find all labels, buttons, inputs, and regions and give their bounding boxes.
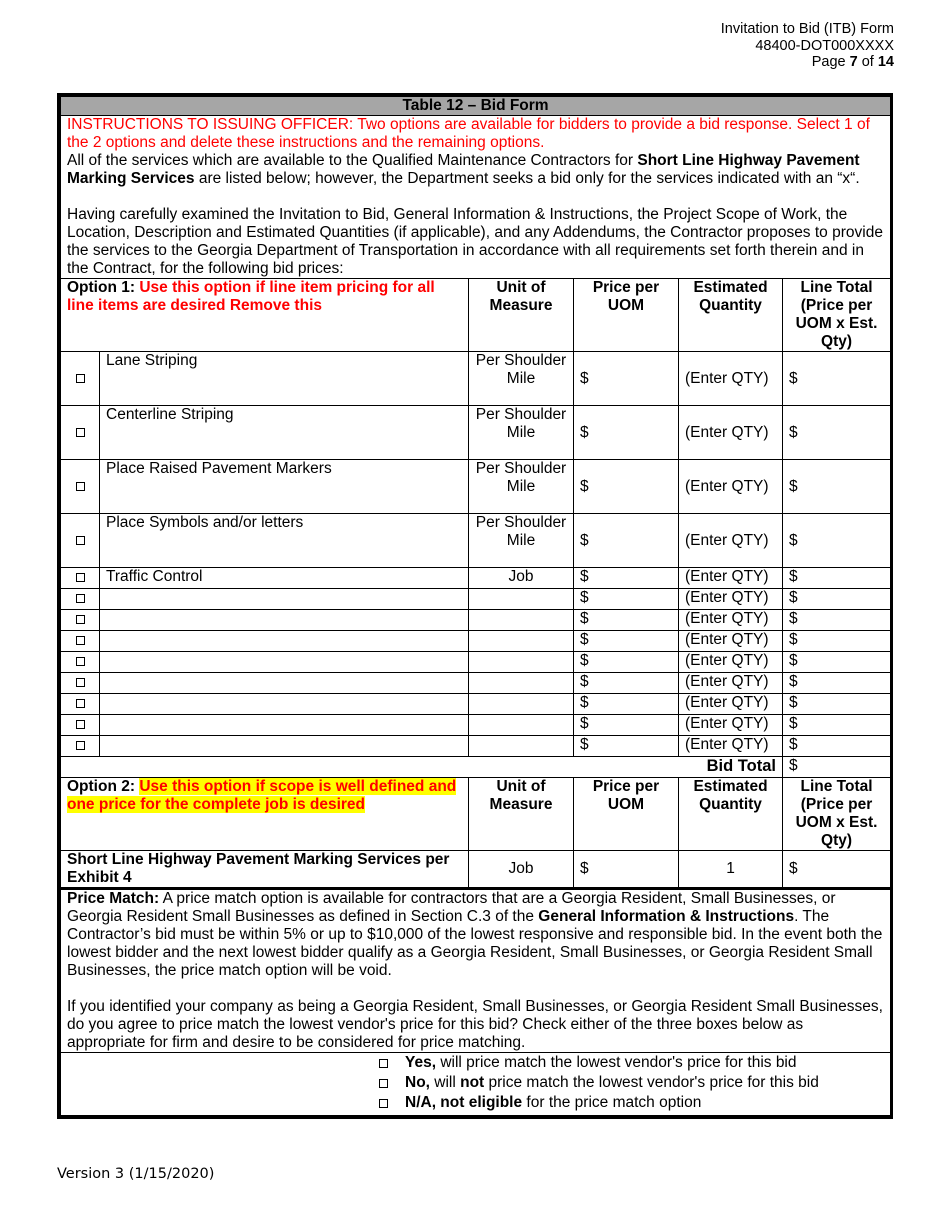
col-price-per-uom: Price per UOM: [574, 778, 679, 851]
line-item-checkbox[interactable]: [76, 636, 85, 645]
no-label: No, will not price match the lowest vendor's price for this bid: [405, 1074, 819, 1091]
item-price[interactable]: $: [574, 652, 679, 673]
item-total[interactable]: $: [783, 673, 891, 694]
line-item-checkbox[interactable]: [76, 720, 85, 729]
line-item-checkbox[interactable]: [76, 536, 85, 545]
table-row: [61, 352, 891, 406]
item-total[interactable]: $: [783, 610, 891, 631]
line-item-checkbox[interactable]: [76, 374, 85, 383]
item-name[interactable]: [100, 610, 469, 631]
item-qty[interactable]: (Enter QTY): [679, 589, 783, 610]
price-match-block: [61, 889, 891, 1053]
bid-total-label: Bid Total: [61, 757, 783, 778]
table-row: [61, 694, 891, 715]
item-uom[interactable]: [469, 736, 574, 757]
form-title: Invitation to Bid (ITB) Form: [720, 21, 894, 37]
line-item-checkbox[interactable]: [76, 594, 85, 603]
item-uom[interactable]: [469, 610, 574, 631]
line-item-checkbox[interactable]: [76, 615, 85, 624]
option2-qty: 1: [679, 851, 783, 889]
col-estimated-quantity: Estimated Quantity: [679, 778, 783, 851]
having-examined-text: Having carefully examined the Invitation to Bid, General Information & Instructions, the Project Scope of Work, the Location, Description and Estimated Quantities (if applicable), and any Addendums, the Contractor proposes to provide the services to the Georgia Department of Transportation in accordance with all requirements set forth therein and in the Contract, for the following bid prices:: [67, 206, 883, 277]
price-match-text: Price Match: A price match option is available for contractors that are a Georgia Resident, Small Businesses, or Georgia Resident Small Businesses as defined in Section C.3 of the General Information & Instructions. The Contractor’s bid must be within 5% or up to $10,000 of the lowest responsive and responsible bid. In the event both the lowest bidder and the next lowest bidder qualify as a Georgia Resident, Small Businesses, or Georgia Resident Small Businesses, the price match option will be void.: [67, 890, 883, 979]
na-checkbox[interactable]: [379, 1099, 388, 1108]
item-qty[interactable]: (Enter QTY): [679, 694, 783, 715]
item-name[interactable]: [100, 631, 469, 652]
item-price[interactable]: $: [574, 460, 679, 514]
table-row: [61, 589, 891, 610]
item-price[interactable]: $: [574, 631, 679, 652]
col-unit-of-measure: Unit of Measure: [469, 778, 574, 851]
na-label: N/A, not eligible for the price match option: [405, 1094, 702, 1111]
item-uom: Per Shoulder Mile: [469, 406, 574, 460]
item-uom[interactable]: [469, 673, 574, 694]
line-item-checkbox[interactable]: [76, 699, 85, 708]
line-item-checkbox[interactable]: [76, 741, 85, 750]
item-qty[interactable]: (Enter QTY): [679, 610, 783, 631]
item-total[interactable]: $: [783, 715, 891, 736]
line-item-checkbox[interactable]: [76, 657, 85, 666]
col-line-total: Line Total (Price per UOM x Est. Qty): [783, 778, 891, 851]
table-row: [61, 610, 891, 631]
table-row: [61, 514, 891, 568]
item-qty[interactable]: (Enter QTY): [679, 568, 783, 589]
item-price[interactable]: $: [574, 715, 679, 736]
table-row: [61, 673, 891, 694]
line-item-checkbox[interactable]: [76, 678, 85, 687]
bid-form-table: [60, 96, 891, 1116]
table-row: [61, 631, 891, 652]
item-uom[interactable]: [469, 589, 574, 610]
item-name: Place Symbols and/or letters: [100, 514, 469, 568]
item-qty[interactable]: (Enter QTY): [679, 652, 783, 673]
item-price[interactable]: $: [574, 589, 679, 610]
item-qty[interactable]: (Enter QTY): [679, 406, 783, 460]
item-uom: Per Shoulder Mile: [469, 352, 574, 406]
table-row: [61, 736, 891, 757]
item-price[interactable]: $: [574, 736, 679, 757]
col-line-total: Line Total (Price per UOM x Est. Qty): [783, 279, 891, 352]
item-total[interactable]: $: [783, 652, 891, 673]
bid-total-row: [61, 757, 891, 778]
item-name: Centerline Striping: [100, 406, 469, 460]
item-total[interactable]: $: [783, 352, 891, 406]
item-price[interactable]: $: [574, 406, 679, 460]
intro-block: [61, 116, 891, 279]
item-total[interactable]: $: [783, 514, 891, 568]
item-uom[interactable]: [469, 631, 574, 652]
item-name[interactable]: [100, 673, 469, 694]
item-total[interactable]: $: [783, 631, 891, 652]
page-number: Page 7 of 14: [811, 54, 894, 70]
item-qty[interactable]: (Enter QTY): [679, 352, 783, 406]
item-name[interactable]: [100, 736, 469, 757]
option2-uom: Job: [469, 851, 574, 889]
line-item-checkbox[interactable]: [76, 428, 85, 437]
table-row: [61, 460, 891, 514]
item-price[interactable]: $: [574, 352, 679, 406]
item-total[interactable]: $: [783, 736, 891, 757]
line-item-checkbox[interactable]: [76, 573, 85, 582]
item-name: Place Raised Pavement Markers: [100, 460, 469, 514]
option2-header: Option 2: Use this option if scope is well defined and one price for the complete job is desired: [61, 778, 469, 851]
item-uom[interactable]: [469, 694, 574, 715]
no-checkbox[interactable]: [379, 1079, 388, 1088]
table-row: [61, 406, 891, 460]
item-name[interactable]: [100, 694, 469, 715]
col-unit-of-measure: Unit of Measure: [469, 279, 574, 352]
instructions-text: INSTRUCTIONS TO ISSUING OFFICER: Two options are available for bidders to provide a bid response. Select 1 of the 2 options and delete these instructions and the remaining options.: [67, 116, 870, 151]
item-price[interactable]: $: [574, 694, 679, 715]
option2-service: Short Line Highway Pavement Marking Services per Exhibit 4: [61, 851, 469, 889]
item-uom: Per Shoulder Mile: [469, 460, 574, 514]
item-qty[interactable]: (Enter QTY): [679, 736, 783, 757]
item-qty[interactable]: (Enter QTY): [679, 631, 783, 652]
item-total[interactable]: $: [783, 568, 891, 589]
price-match-yes-option[interactable]: [379, 1053, 890, 1073]
option2-price[interactable]: $: [574, 851, 679, 889]
table-row: [61, 715, 891, 736]
table-row: [61, 568, 891, 589]
item-qty[interactable]: (Enter QTY): [679, 673, 783, 694]
bid-total-value[interactable]: $: [783, 757, 891, 778]
line-item-checkbox[interactable]: [76, 482, 85, 491]
page-header: [721, 21, 894, 71]
price-match-question: If you identified your company as being a Georgia Resident, Small Businesses, or Georgia Resident Small Businesses, do you agree to price match the lowest vendor's price for this bid? Check either of the three boxes below as appropriate for firm and desire to be considered for price matching.: [67, 998, 883, 1051]
table-row: [61, 652, 891, 673]
solicitation-number: 48400-DOT000XXXX: [755, 37, 894, 54]
price-match-options: [61, 1053, 891, 1116]
item-price[interactable]: $: [574, 610, 679, 631]
table-title: Table 12 – Bid Form: [61, 97, 891, 116]
price-match-na-option[interactable]: [379, 1093, 890, 1113]
item-uom[interactable]: [469, 652, 574, 673]
item-total[interactable]: $: [783, 460, 891, 514]
col-price-per-uom: Price per UOM: [574, 279, 679, 352]
item-price[interactable]: $: [574, 673, 679, 694]
option1-header: Option 1: Use this option if line item pricing for all line items are desired Remove this: [61, 279, 469, 352]
item-name[interactable]: [100, 652, 469, 673]
version-footer: Version 3 (1/15/2020): [57, 1166, 215, 1182]
option2-row: [61, 851, 891, 889]
item-uom: Job: [469, 568, 574, 589]
item-price[interactable]: $: [574, 568, 679, 589]
item-total[interactable]: $: [783, 694, 891, 715]
item-name: Lane Striping: [100, 352, 469, 406]
item-name[interactable]: [100, 715, 469, 736]
item-total[interactable]: $: [783, 589, 891, 610]
item-name: Traffic Control: [100, 568, 469, 589]
intro-text: All of the services which are available to the Qualified Maintenance Contractors for Short Line Highway Pavement Marking Services are listed below; however, the Department seeks a bid only for the services indicated with an “x“.: [67, 152, 860, 187]
bid-form-frame: [57, 93, 893, 1119]
item-name[interactable]: [100, 589, 469, 610]
item-uom: Per Shoulder Mile: [469, 514, 574, 568]
item-total[interactable]: $: [783, 406, 891, 460]
item-qty[interactable]: (Enter QTY): [679, 514, 783, 568]
price-match-no-option[interactable]: [379, 1073, 890, 1093]
item-price[interactable]: $: [574, 514, 679, 568]
option2-total[interactable]: $: [783, 851, 891, 889]
item-uom[interactable]: [469, 715, 574, 736]
yes-label: Yes, will price match the lowest vendor's price for this bid: [405, 1054, 797, 1071]
col-estimated-quantity: Estimated Quantity: [679, 279, 783, 352]
item-qty[interactable]: (Enter QTY): [679, 715, 783, 736]
yes-checkbox[interactable]: [379, 1059, 388, 1068]
item-qty[interactable]: (Enter QTY): [679, 460, 783, 514]
